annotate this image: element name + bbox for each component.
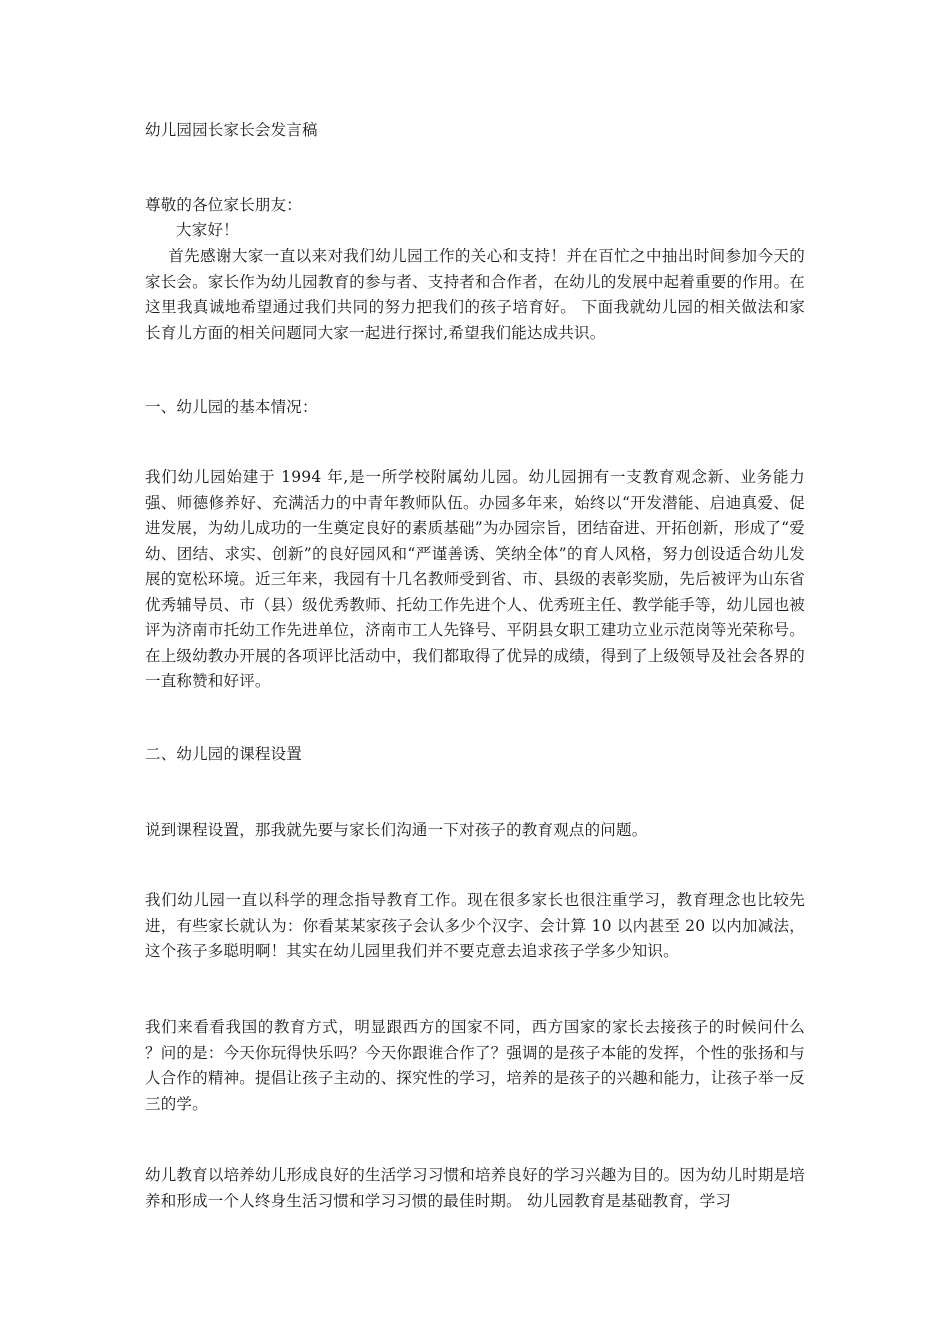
section2-paragraph-2: 我们幼儿园一直以科学的理念指导教育工作。现在很多家长也很注重学习，教育理念也比较先进，有些家长就认为：你看某某家孩子会认多少个汉字、会计算 10 以内甚至 20 以内加减法，这个孩子多聪明啊！其实在幼儿园里我们并不要克意去追求孩子学多少知识。 [145, 891, 805, 960]
section1-body: 我们幼儿园始建于 1994 年,是一所学校附属幼儿园。幼儿园拥有一支教育观念新、业务能力强、师德修养好、充满活力的中青年教师队伍。办园多年来，始终以“开发潜能、启迪真爱、促进发展，为幼儿成功的一生奠定良好的素质基础”为办园宗旨，团结奋进、开拓创新，形成了“爱幼、团结、求实、创新”的良好园风和“严谨善诱、笑纳全体”的育人风格，努力创设适合幼儿发展的宽松环境。近三年来，我园有十几名教师受到省、市、县级的表彰奖励，先后被评为山东省优秀辅导员、市（县）级优秀教师、托幼工作先进个人、优秀班主任、教学能手等，幼儿园也被评为济南市托幼工作先进单位，济南市工人先锋号、平阴县女职工建功立业示范岗等光荣称号。 在上级幼教办开展的各项评比活动中，我们都取得了优异的成绩，得到了上级领导及社会各界的一直称赞和好评。 [145, 468, 805, 690]
section2-paragraph-3: 我们来看看我国的教育方式，明显跟西方的国家不同，西方国家的家长去接孩子的时候问什么 ？问的是：今天你玩得快乐吗？今天你跟谁合作了？强调的是孩子本能的发挥，个性的张扬和与人合作的精神。提倡让孩子主动的、探究性的学习，培养的是孩子的兴趣和能力，让孩子举一反三的学。 [145, 1018, 805, 1113]
salutation: 尊敬的各位家长朋友： [145, 196, 303, 214]
section2-paragraph-4: 幼儿教育以培养幼儿形成良好的生活学习习惯和培养良好的学习兴趣为目的。因为幼儿时期是培养和形成一个人终身生活习惯和学习习惯的最佳时期。 幼儿园教育是基础教育，学习 [145, 1166, 805, 1210]
section1-heading: 一、幼儿园的基本情况： [145, 398, 318, 416]
greeting: 大家好！ [176, 221, 239, 239]
section2-paragraph-1: 说到课程设置，那我就先要与家长们沟通一下对孩子的教育观点的问题。 [145, 821, 648, 839]
section2-heading: 二、幼儿园的课程设置 [145, 745, 303, 763]
intro-paragraph: 首先感谢大家一直以来对我们幼儿园工作的关心和支持！并在百忙之中抽出时间参加今天的家长会。家长作为幼儿园教育的参与者、支持者和合作者，在幼儿的发展中起着重要的作用。在这里我真诚地希望通过我们共同的努力把我们的孩子培育好。 下面我就幼儿园的相关做法和家长育儿方面的相关问题同大家一起进行探讨,希望我们能达成共识。 [145, 247, 805, 342]
document-title: 幼儿园园长家长会发言稿 [145, 121, 318, 139]
